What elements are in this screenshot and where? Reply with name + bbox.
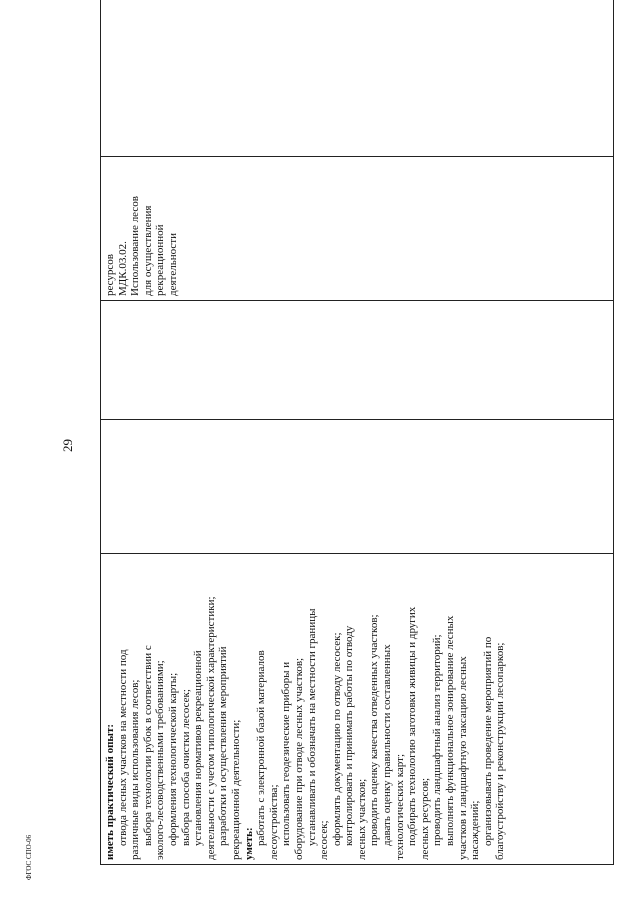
list-item: использовать геодезические приборы и [280, 661, 293, 846]
cell-module [101, 157, 614, 301]
page-number: 29 [60, 439, 75, 452]
competency-table [100, 0, 614, 865]
rotated-table-container [100, 40, 614, 865]
cell-empty-2 [101, 420, 614, 554]
cell-empty-5 [101, 0, 614, 157]
cell-requirements [101, 554, 614, 865]
module-line: Использование лесов [129, 196, 142, 296]
list-item: лесных ресурсов; [418, 777, 431, 860]
cell-empty-3 [101, 301, 614, 420]
list-item: давать оценку правильности составленных [381, 644, 394, 846]
list-item: установления нормативов рекреационной [192, 650, 205, 846]
table-row [101, 0, 614, 865]
list-item: работать с электронной базой материалов [255, 650, 268, 846]
list-item: разработки и осуществления мероприятий [217, 646, 230, 846]
module-line: МДК.03.02. [116, 241, 129, 296]
list-item: выбора технологии рубок в соответствии с [141, 645, 154, 846]
module-line: деятельности [166, 233, 179, 296]
list-item: лесных участков; [355, 778, 368, 860]
list-item: технологических карт; [393, 753, 406, 860]
list-item: благоустройству и реконструкции лесопарков; [494, 642, 507, 860]
module-line: рекреационной [154, 224, 167, 296]
list-item: оборудование при отводе лесных участков; [292, 657, 305, 860]
list-item: подбирать технологию заготовки живицы и других [406, 606, 419, 846]
list-item: участков и ландшафтную таксацию лесных [456, 656, 469, 860]
list-item: проводить ландшафтный анализ территорий; [431, 634, 444, 846]
list-item: выбора способа очистки лесосек; [179, 689, 192, 846]
heading-experience: иметь практический опыт: [104, 723, 116, 860]
module-line: ресурсов [104, 254, 116, 296]
list-item: выполнять функциональное зонирование лесных [444, 615, 457, 846]
list-item: эколого-лесоводственными требованиями; [154, 660, 167, 860]
footer-mark: ФГОС СПО-06 [25, 834, 33, 880]
list-item: различные виды использования лесов; [129, 679, 142, 860]
list-item: деятельности с учетом типологической характеристики; [204, 596, 217, 860]
list-item: контролировать и принимать работы по отводу [343, 625, 356, 846]
list-item: организовывать проведение мероприятий по [481, 636, 494, 846]
list-item: проводить оценку качества отведенных участков; [368, 614, 381, 846]
module-line: для осуществления [141, 205, 154, 296]
list-item: оформлять документацию по отводу лесосек; [330, 632, 343, 846]
heading-skills: уметь: [242, 827, 255, 860]
list-item: рекреационной деятельности; [229, 719, 242, 860]
list-item: устанавливать и обозначать на местности границы [305, 608, 318, 846]
list-item: лесоустройства; [267, 784, 280, 860]
list-item: лесосек; [318, 820, 331, 860]
list-item: оформления технологической карты; [166, 672, 179, 846]
list-item: насаждений; [469, 800, 482, 860]
list-item: отвода лесных участков на местности под [116, 649, 129, 846]
